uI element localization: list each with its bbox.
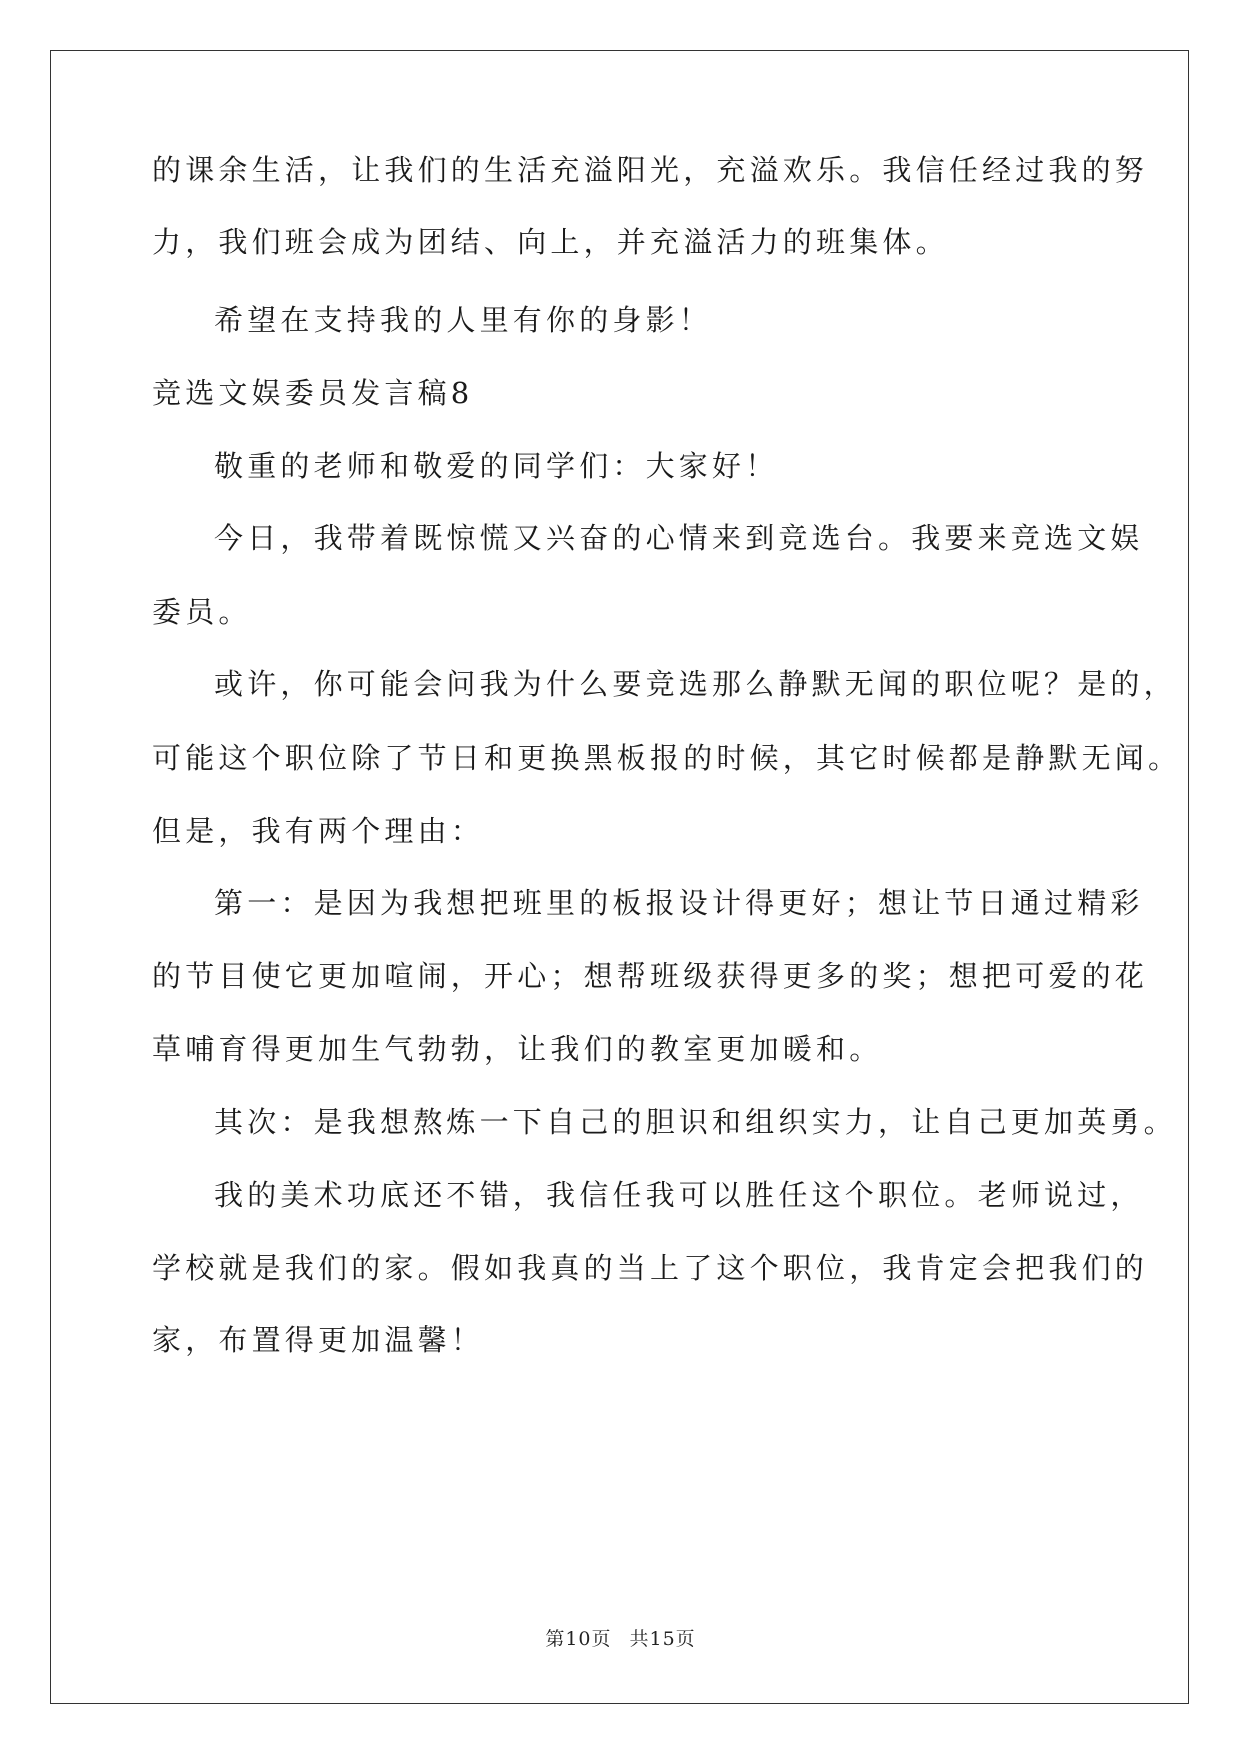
text-line: 或许，你可能会问我为什么要竞选那么静默无闻的职位呢？是的， — [214, 667, 1177, 701]
text-line: 力，我们班会成为团结、向上，并充溢活力的班集体。 — [152, 225, 949, 259]
text-line: 委员。 — [152, 595, 252, 629]
salutation: 敬重的老师和敬爱的同学们：大家好！ — [214, 449, 779, 483]
page-footer — [0, 1624, 1241, 1651]
section-heading: 竞选文娱委员发言稿8 — [152, 376, 474, 410]
text-line: 今日，我带着既惊慌又兴奋的心情来到竞选台。我要来竞选文娱 — [214, 521, 1144, 555]
text-line: 可能这个职位除了节日和更换黑板报的时候，其它时候都是静默无闻。 — [152, 741, 1182, 775]
text-line: 我的美术功底还不错，我信任我可以胜任这个职位。老师说过， — [214, 1178, 1144, 1212]
page-number: 第10页 — [545, 1628, 612, 1650]
page-total: 共15页 — [629, 1628, 696, 1650]
text-line: 的节目使它更加喧闹，开心；想帮班级获得更多的奖；想把可爱的花 — [152, 959, 1149, 993]
text-line: 的课余生活，让我们的生活充溢阳光，充溢欢乐。我信任经过我的努 — [152, 153, 1149, 187]
text-line: 其次：是我想熬炼一下自己的胆识和组织实力，让自己更加英勇。 — [214, 1105, 1177, 1139]
text-line: 第一：是因为我想把班里的板报设计得更好；想让节日通过精彩 — [214, 886, 1144, 920]
text-line: 学校就是我们的家。假如我真的当上了这个职位，我肯定会把我们的 — [152, 1251, 1149, 1285]
text-line: 希望在支持我的人里有你的身影！ — [214, 303, 713, 337]
text-line: 但是，我有两个理由： — [152, 814, 485, 848]
text-line: 草哺育得更加生气勃勃，让我们的教室更加暖和。 — [152, 1032, 883, 1066]
page-border — [50, 50, 1189, 1704]
text-line: 家，布置得更加温馨！ — [152, 1323, 485, 1357]
